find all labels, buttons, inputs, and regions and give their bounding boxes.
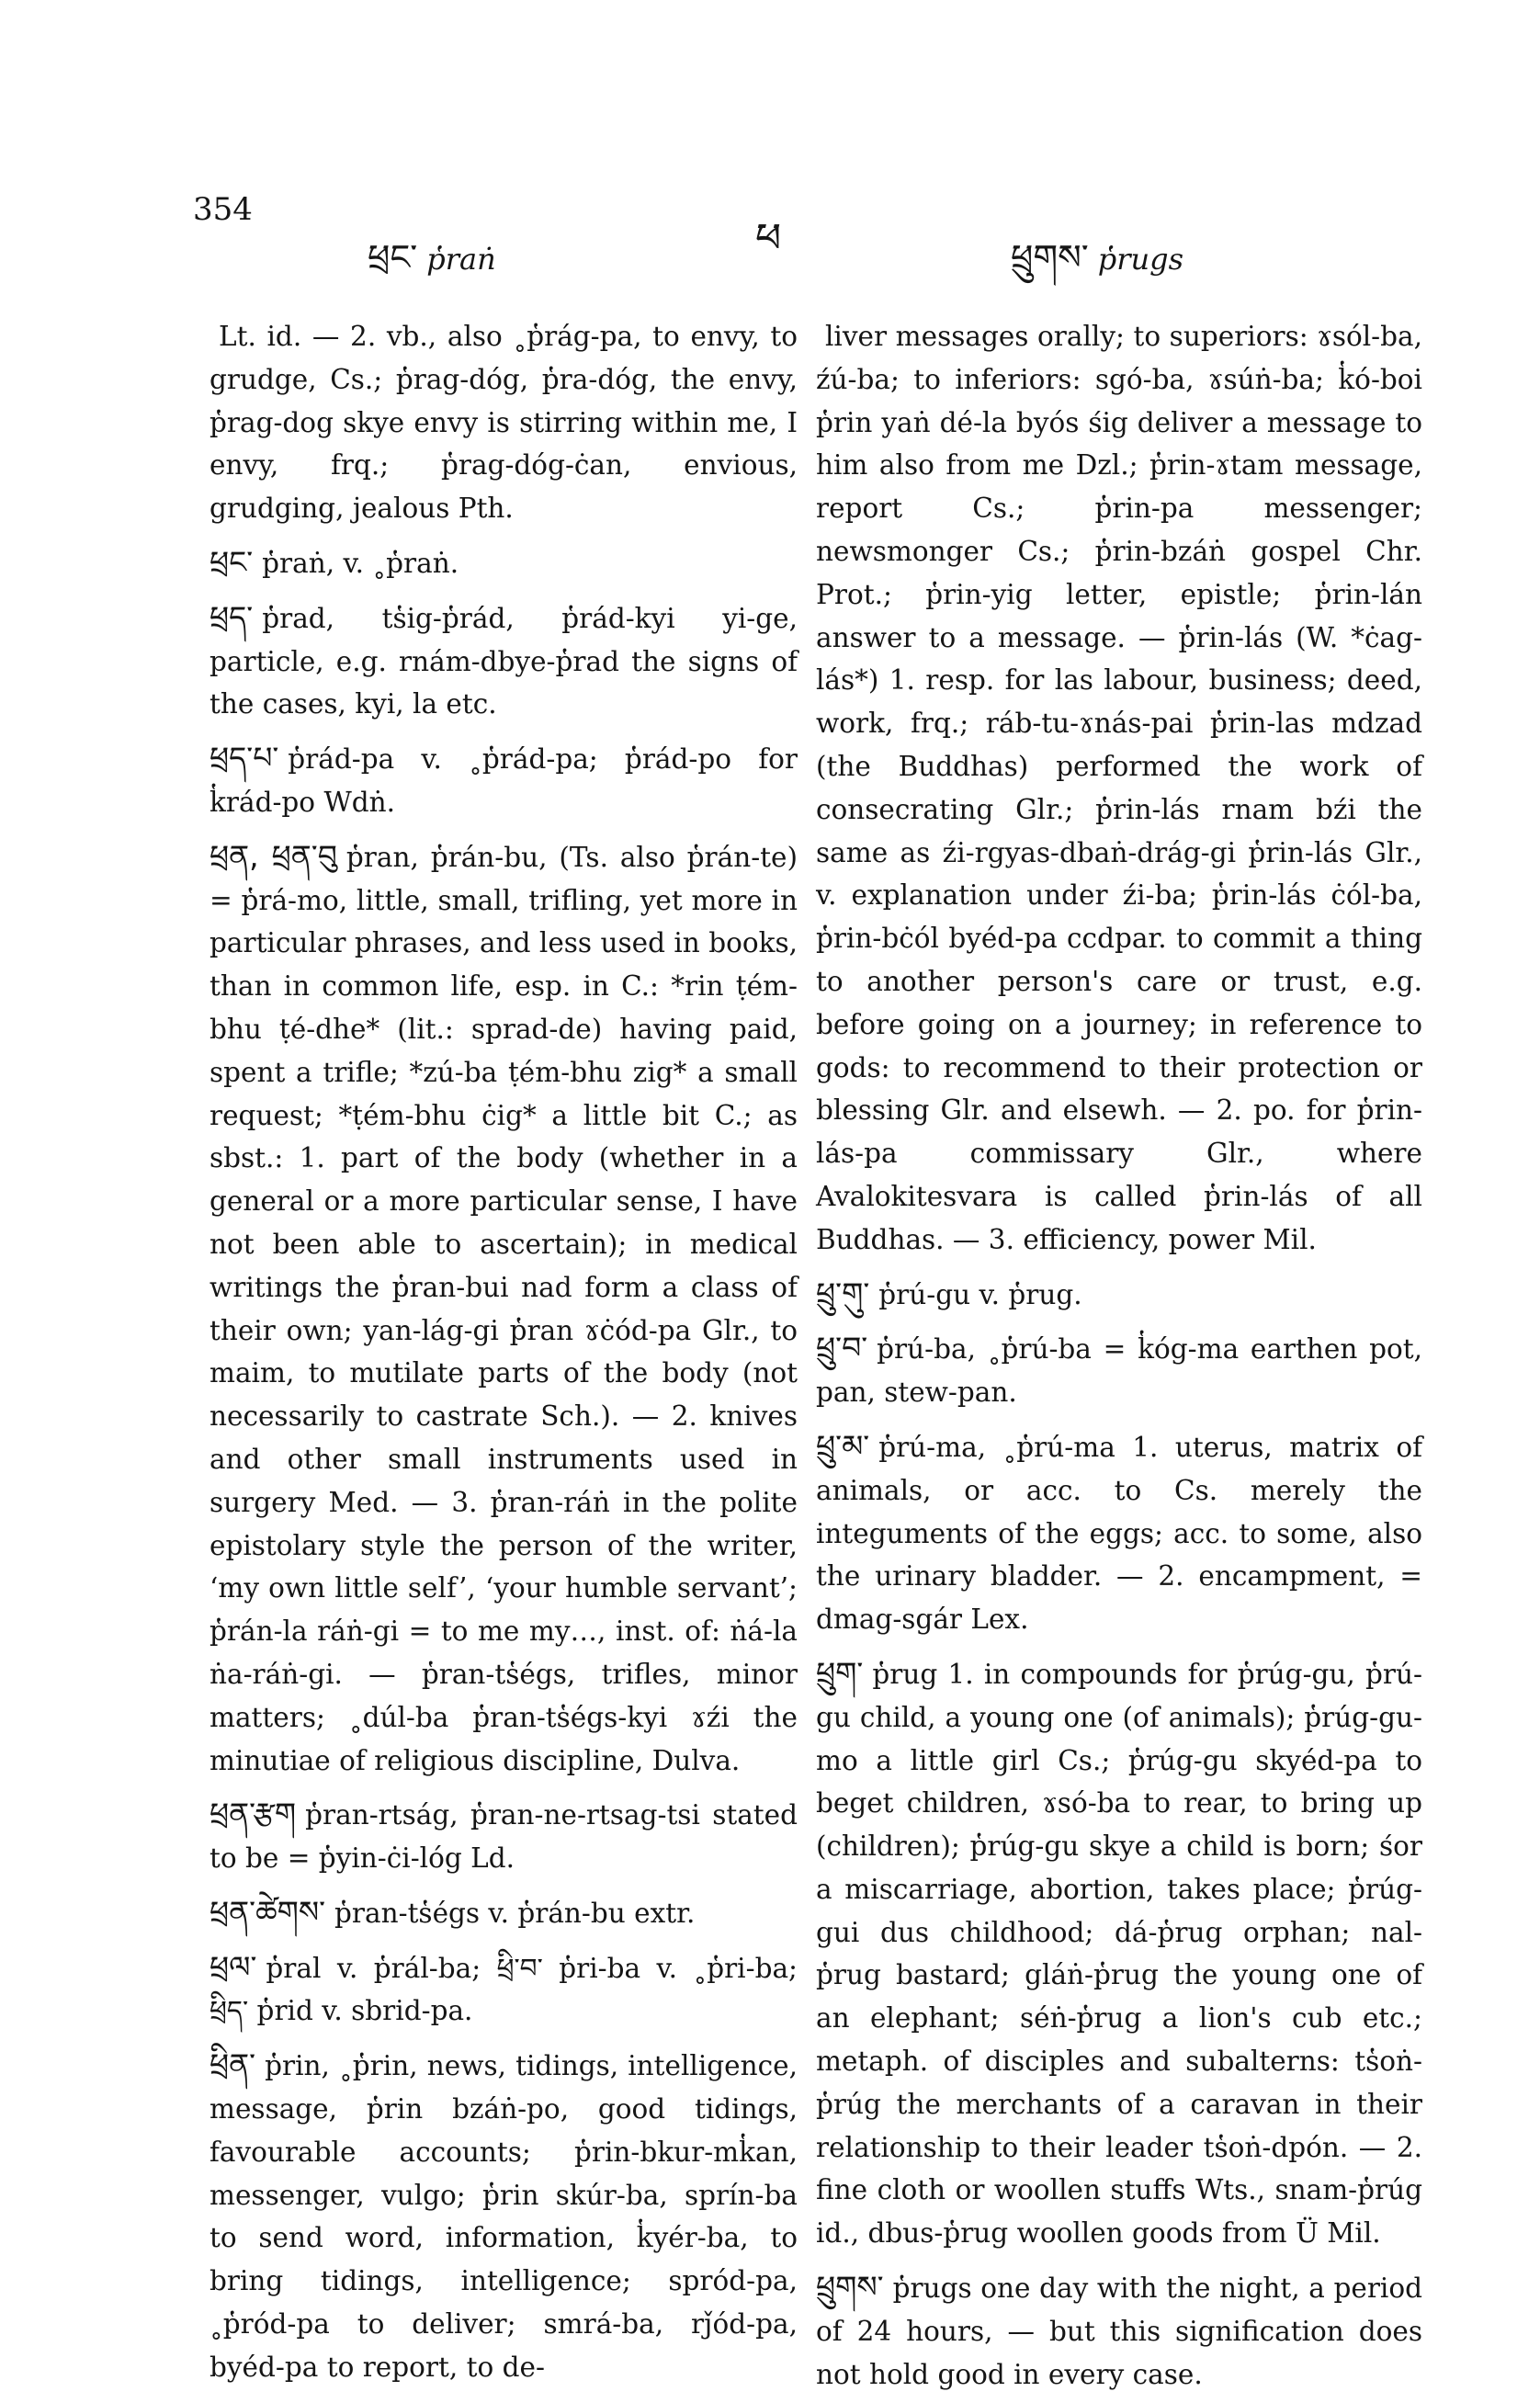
section-letter: ཕ [755,215,782,262]
entry-headword: ཕྲད་ [209,598,254,635]
left-column [209,314,798,2397]
entry-text: Lt. id. — 2. vb., also ˳p̔rág-pa, to envy, to grudge, Cs.; p̔rag-dóg, p̔ra-dóg, the envy, p̔rag-dog skye envy is stirring within me, I envy, frq.; p̔rag-dóg-ċan, envious, grudging, jealous Pth. [209,321,798,525]
dictionary-entry [816,1327,1422,1414]
dictionary-entry [816,1425,1422,1641]
dictionary-entry [816,1652,1422,2255]
entry-text: p̔ran-ts̔égs v. p̔rán-bu extr. [334,1897,696,1929]
entry-headword: ཕྲུག་ [816,1654,864,1691]
entry-headword: ཕྲུ་གུ་ [816,1275,870,1311]
right-guideword-transliteration: p̔rugs [1097,242,1184,277]
entry-text: p̔rad, ts̔ig-p̔rád, p̔rád-kyi yi-ge, particle, e.g. rnám-dbye-p̔rad the signs of the cases, kyi, la etc. [209,602,798,720]
entry-headword: ཕྲད་པ་ [209,740,279,776]
dictionary-entry [209,2044,798,2388]
dictionary-entry [816,314,1422,1262]
dictionary-entry [209,314,798,530]
entry-text: p̔rug 1. in compounds for p̔rúg-gu, p̔rú-gu child, a young one (of animals); p̔rúg-gu-mo a little girl Cs.; p̔rúg-gu skyéd-pa to beget children, ɤsó-ba to rear, to bring up (children); p̔rúg-gu skye a child is born; śor a miscarriage, abortion, takes place; p̔rúg-gui dus childhood; dá-p̔rug orphan; nal-p̔rug bastard; gláṅ-p̔rug the young one of an elephant; séṅ-p̔rug a lion's cub etc.; metaph. of disciples and subalterns: ts̔oṅ-p̔rúg the merchants of a caravan in their relationship to their leader ts̔oṅ-dpón. — 2. fine cloth or woollen stuffs Wts., snam-p̔rúg id., dbus-p̔rug woollen goods from Ü Mil. [816,1658,1422,2250]
left-guideword-transliteration: p̔raṅ [426,242,496,277]
entry-text: p̔rugs one day with the night, a period of 24 hours, — but this signification does not hold good in every case. [816,2273,1422,2390]
entry-headword: ཕྲང་ [209,543,254,580]
dictionary-entry [816,2266,1422,2396]
right-guideword [1011,219,1183,317]
entry-headword: ཕྲན, ཕྲན་བུ [209,837,337,874]
entry-text: p̔rú-gu v. p̔rug. [878,1278,1082,1310]
dictionary-entry [209,835,798,1783]
page-header [0,182,1540,283]
left-guideword-tibetan: ཕྲང་ [368,237,418,278]
dictionary-entry [209,737,798,824]
dictionary-entry [209,1793,798,1880]
dictionary-entry [209,1946,798,2034]
entry-text: p̔rád-pa v. ˳p̔rád-pa; p̔rád-po for k̔rád-po Wdṅ. [209,743,798,818]
right-guideword-tibetan: ཕྲུགས་ [1011,237,1089,278]
entry-headword: ཕྲུགས་ [816,2269,884,2306]
right-column [816,314,1422,2403]
entry-headword: ཕྲུ་བ་ [816,1330,868,1366]
page-number: 354 [193,191,253,228]
entry-text: p̔rú-ma, ˳p̔rú-ma 1. uterus, matrix of animals, or acc. to Cs. merely the integuments of the eggs; acc. to some, also the urinary bladder. — 2. encampment, = dmag-sgár Lex. [816,1431,1422,1636]
dictionary-entry [209,1891,798,1935]
left-guideword [368,219,496,317]
entry-headword: ཕྲན་རྩག [209,1796,297,1832]
dictionary-entry [209,596,798,726]
entry-headword: ཕྲིན་ [209,2046,256,2083]
entry-text: p̔rin, ˳p̔rin, news, tidings, intelligence, message, p̔rin bzáṅ-po, good tidings, favourable accounts; p̔rin-bkur-mk̔an, messenger, vulgo; p̔rin skúr-ba, sprín-ba to send word, information, k̔yér-ba, to bring tidings, intelligence; spród-pa, ˳p̔ród-pa to deliver; smrá-ba, rǰód-pa, byéd-pa to report, to de- [209,2050,798,2383]
entry-text: p̔ran-rtság, p̔ran-ne-rtsag-tsi stated to be = p̔yin-ċi-lóg Ld. [209,1799,798,1875]
dictionary-entry [209,541,798,585]
entry-text: p̔ral v. p̔rál-ba; ཕྲི་བ་ p̔ri-ba v. ˳p̔ri-ba; ཕྲིད་ p̔rid v. sbrid-pa. [209,1952,798,2027]
entry-headword: ཕྲུ་མ་ [816,1427,870,1464]
entry-text: p̔raṅ, v. ˳p̔raṅ. [262,547,459,579]
entry-headword: ཕྲན་ཚེགས་ [209,1893,326,1930]
entry-text: p̔ran, p̔rán-bu, (Ts. also p̔rán-te) = p̔rá-mo, little, small, trifling, yet more in particular phrases, and less used in books, than in common life, esp. in C.: *rin ṭém-bhu ṭé-dhe* (lit.: sprad-de) having paid, spent a trifle; *zú-ba ṭém-bhu zig* a small request; *ṭém-bhu ċig* a little bit C.; as sbst.: 1. part of the body (whether in a general or a more particular sense, I have not been able to ascertain); in medical writings the p̔ran-bui nad form a class of their own; yan-lág-gi p̔ran ɤċód-pa Glr., to maim, to mutilate parts of the body (not necessarily to castrate Sch.). — 2. knives and other small instruments used in surgery Med. — 3. p̔ran-ráṅ in the polite epistolary style the person of the writer, ‘my own little self’, ‘your humble servant’; p̔rán-la ráṅ-gi = to me my…, inst. of: ṅá-la ṅa-ráṅ-gi. — p̔ran-ts̔égs, trifles, minor matters; ˳dúl-ba p̔ran-ts̔égs-kyi ɤźi the minutiae of religious discipline, Dulva. [209,841,798,1776]
entry-headword: ཕྲལ་ [209,1948,257,1985]
dictionary-entry [816,1273,1422,1317]
entry-text: liver messages orally; to superiors: ɤsól-ba, źú-ba; to inferiors: sgó-ba, ɤsúṅ-ba; k̔ó-boi p̔rin yaṅ dé-la byós śig deliver a message to him also from me Dzl.; p̔rin-ɤtam message, report Cs.; p̔rin-pa messenger; newsmonger Cs.; p̔rin-bzáṅ gospel Chr. Prot.; p̔rin-yig letter, epistle; p̔rin-lán answer to a message. — p̔rin-lás (W. *ċag-lás*) 1. resp. for las labour, business; deed, work, frq.; ráb-tu-ɤnás-pai p̔rin-las mdzad (the Buddhas) performed the work of consecrating Glr.; p̔rin-lás rnam bźi the same as źi-rgyas-dbaṅ-drág-gi p̔rin-lás Glr., v. explanation under źi-ba; p̔rin-lás ċól-ba, p̔rin-bċól byéd-pa ccdpar. to commit a thing to another person's care or trust, e.g. before going on a journey; in reference to gods: to recommend to their protection or blessing Glr. and elsewh. — 2. po. for p̔rin-lás-pa commissary Glr., where Avalokitesvara is called p̔rin-lás of all Buddhas. — 3. efficiency, power Mil. [816,321,1422,1255]
entry-text: p̔rú-ba, ˳p̔rú-ba = k̔óg-ma earthen pot, pan, stew-pan. [816,1333,1422,1409]
